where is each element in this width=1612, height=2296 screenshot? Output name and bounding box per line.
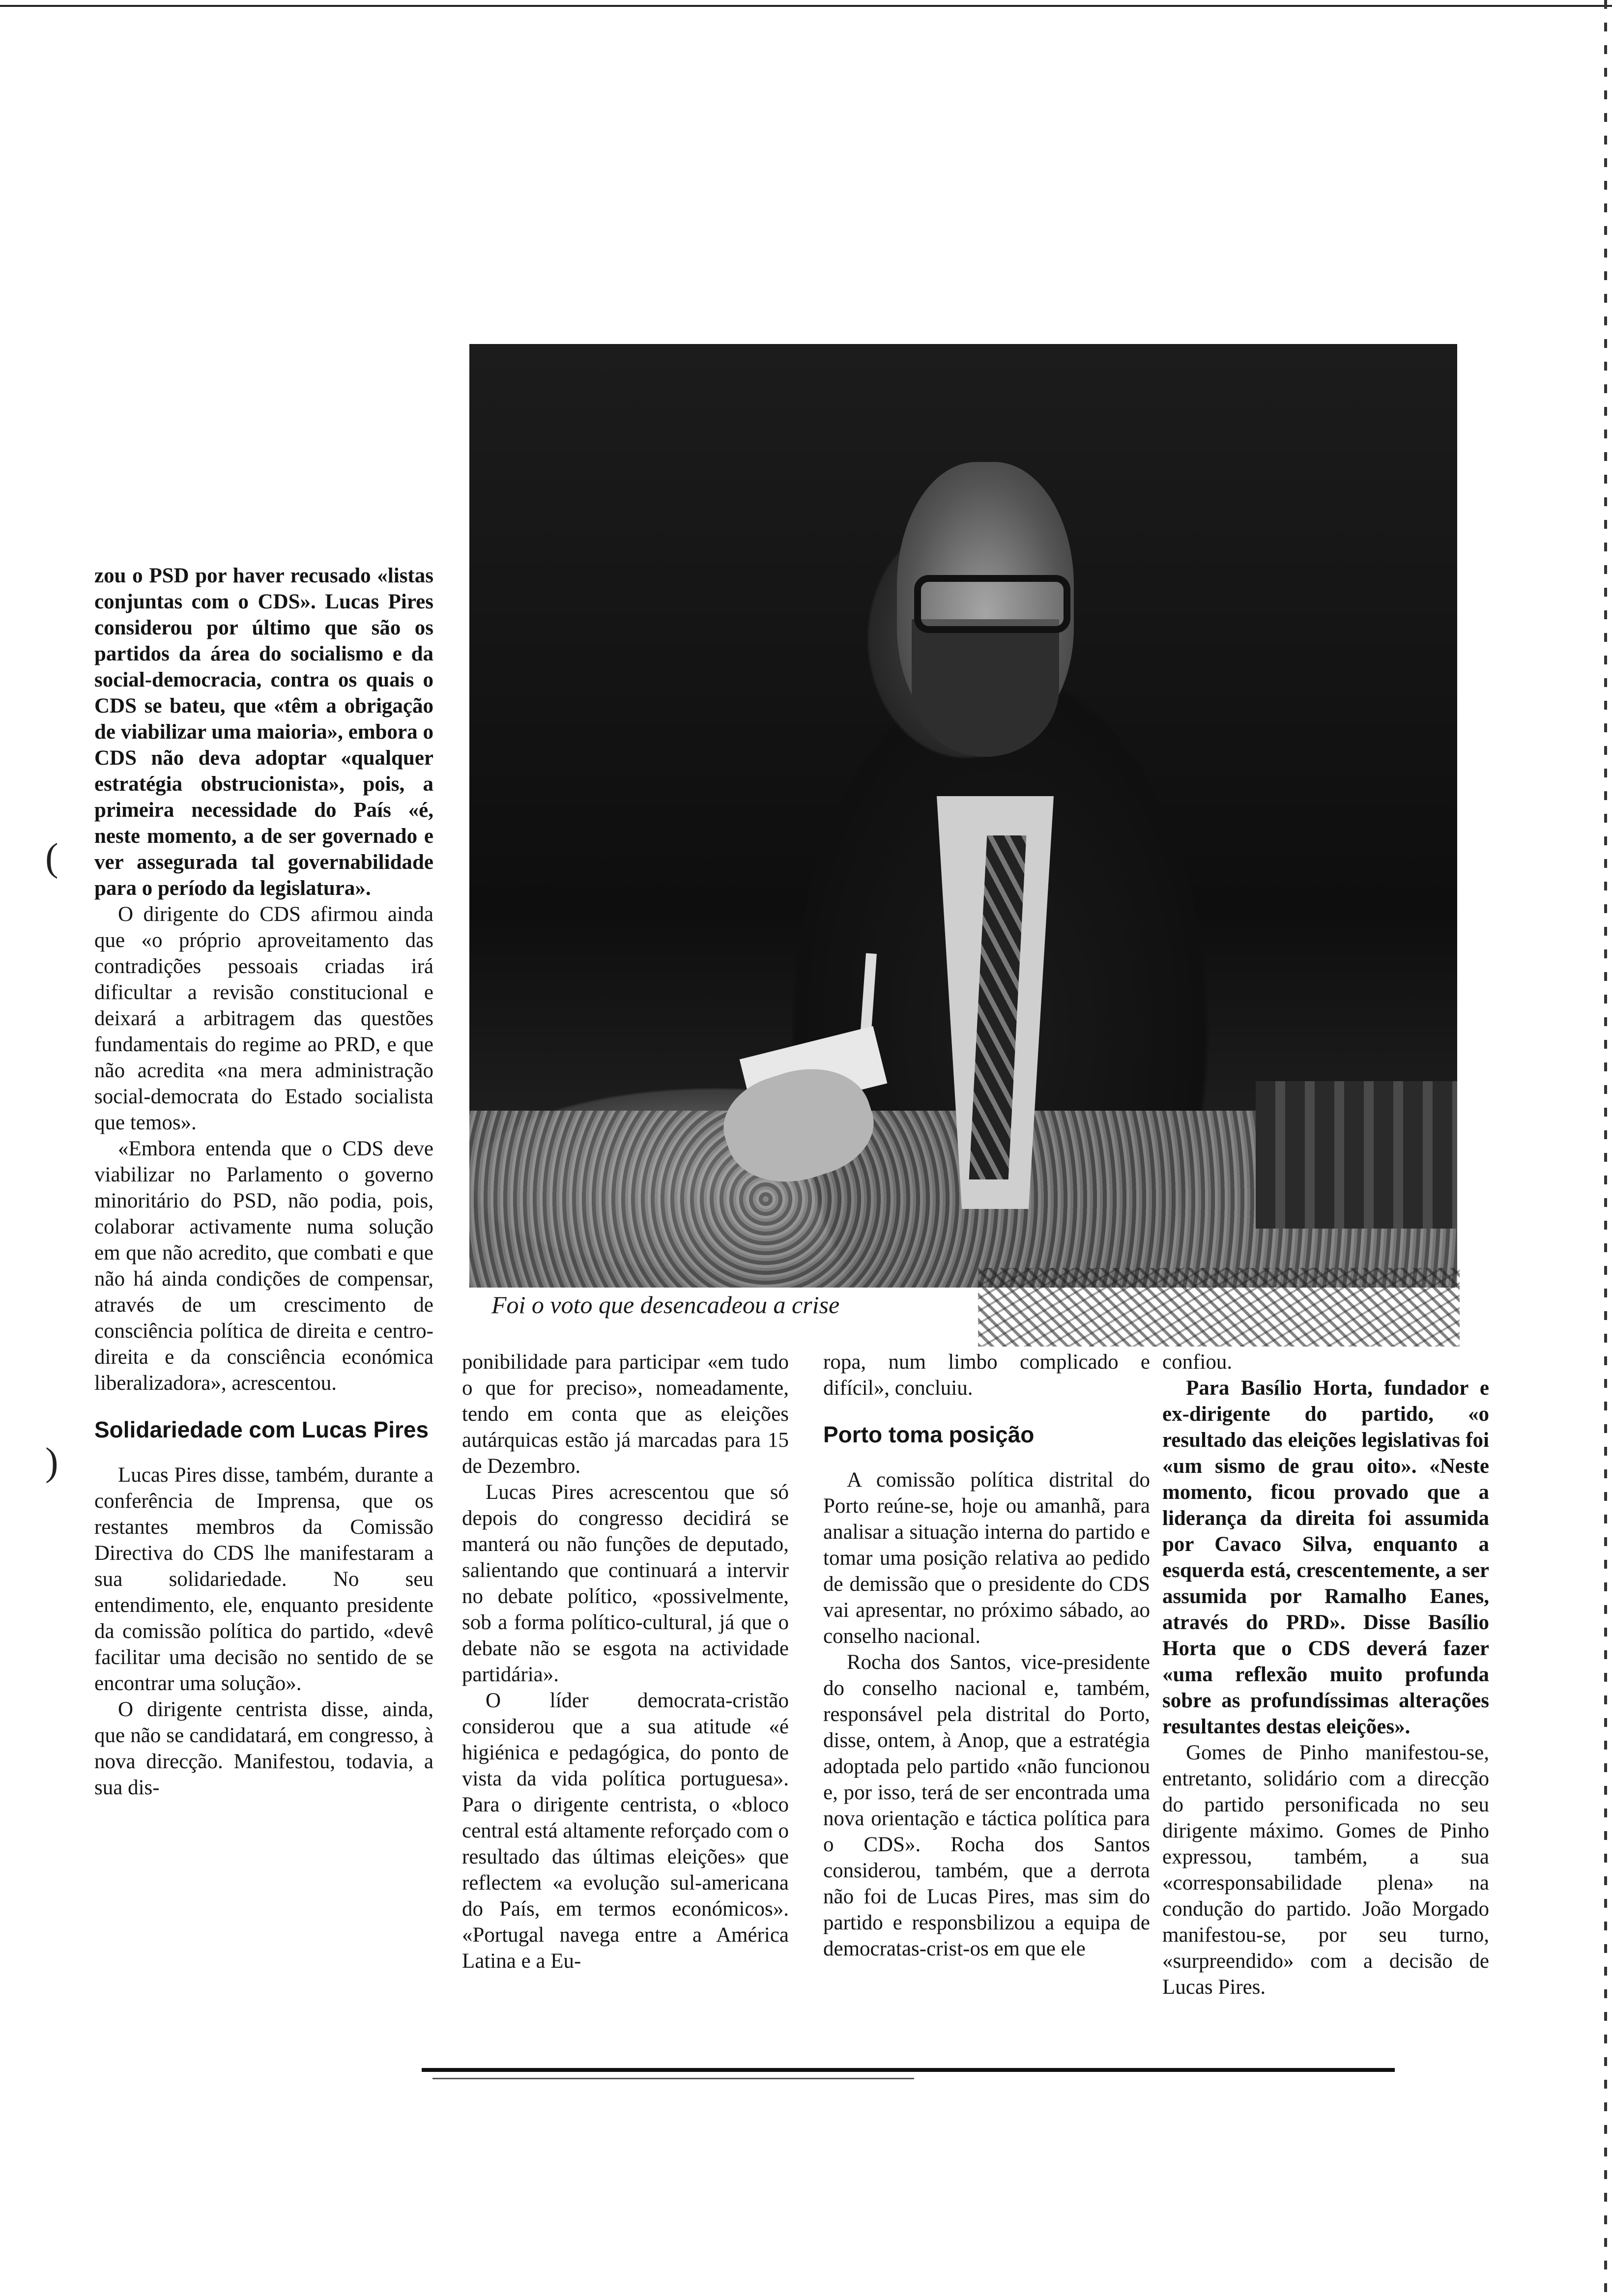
subheading-porto: Porto toma posição — [823, 1422, 1035, 1447]
col3-paragraph-2: A comissão política distrital do Porto reúne-se, hoje ou amanhã, para analisar a situação interna do partido e tomar uma posição relativa ao pedido de demissão que o presidente do CDS vai apresentar, no próximo sábado, ao conselho nacional. — [823, 1468, 1150, 1648]
page-right-edge — [1604, 0, 1607, 2296]
col3-paragraph-3: Rocha dos Santos, vice-presidente do conselho nacional e, também, responsável pela distrital do Porto, disse, ontem, à Anop, que a estratégia adoptada pelo partido «não funcionou e, por isso, terá de ser encontrada uma nova orientação e táctica política para o CDS». Rocha dos Santos considerou, também, que a derrota não foi de Lucas Pires, mas sim do partido e responsbilizou a equipa de democratas-crist-os em que ele — [823, 1651, 1150, 1960]
page-top-rule — [0, 5, 1612, 7]
print-smudge — [978, 1268, 1460, 1347]
photo-beard — [912, 619, 1059, 757]
article-bottom-rule-thin — [432, 2078, 914, 2079]
col2-paragraph-3: O líder democrata-cristão considerou que a sua atitude «é higiénica e pedagógica, do ponto de vista da vida política portuguesa». Para o dirigente centrista, o «bloco central está altamente reforçado com o resultado das últimas eleições» que reflectem «a evolução sul-americana do País, em termos económicos». «Portugal navega entre a América Latina e a Eu- — [462, 1689, 789, 1973]
article-bottom-rule — [422, 2068, 1395, 2072]
col2-paragraph-2: Lucas Pires acrescentou que só depois do congresso decidirá se manterá ou não funções de deputado, salientando que continuará a intervir no debate político, «possivelmente, sob a forma político-cultural, já que o debate não se esgota na actividade partidária». — [462, 1481, 789, 1686]
col1-paragraph-3: «Embora entenda que o CDS deve viabilizar no Parlamento o governo minoritário do PSD, não podia, pois, colaborar activamente numa solução em que não acredito, que combati e que não há ainda condições de compensar, através de um crescimento de consciência política de direita e centro-direita e da consciência económica liberalizadora», acrescentou. — [94, 1137, 433, 1395]
article-column-3 — [823, 1349, 1150, 1962]
col2-paragraph-1: ponibilidade para participar «em tudo o que for preciso», nomeadamente, tendo em conta que as eleições autárquicas estão já marcadas para 15 de Dezembro. — [462, 1350, 789, 1478]
photo-caption: Foi o voto que desencadeou a crise — [491, 1291, 840, 1319]
col4-paragraph-3: Gomes de Pinho manifestou-se, entretanto, solidário com a direcção do partido personificada no seu dirigente máximo. Gomes de Pinho expressou, também, a sua «corresponsabilidade plena» na condução do partido. João Morgado manifestou-se, por seu turno, «surpreendido» com a decisão de Lucas Pires. — [1162, 1741, 1489, 1999]
col1-paragraph-5: O dirigente centrista disse, ainda, que não se candidatará, em congresso, à nova direcção. Manifestou, todavia, a sua dis- — [94, 1698, 433, 1799]
photo-background-object — [1256, 1081, 1457, 1229]
col3-paragraph-1: ropa, num limbo complicado e difícil», concluiu. — [823, 1350, 1150, 1400]
col1-paragraph-1: zou o PSD por haver recusado «listas conjuntas com o CDS». Lucas Pires considerou por último que são os partidos da área do socialismo e da social-democracia, contra os quais o CDS se bateu, que «têm a obrigação de viabilizar uma maioria», embora o CDS não deva adoptar «qualquer estratégia obstrucionista», pois, a primeira necessidade do País «é, neste momento, a de ser governado e ver assegurada tal governabilidade para o período da legislatura». — [94, 564, 433, 900]
photo-glasses — [914, 575, 1070, 633]
subheading-solidariedade: Solidariedade com Lucas Pires — [94, 1417, 429, 1442]
article-column-4 — [1162, 1349, 1489, 2000]
col4-paragraph-1: confiou. — [1162, 1350, 1233, 1374]
margin-mark-bracket-2: ) — [45, 1440, 58, 1484]
margin-mark-bracket: ( — [45, 836, 58, 879]
col1-paragraph-2: O dirigente do CDS afirmou ainda que «o próprio aproveitamento das contradições pessoais criadas irá dificultar a revisão constitucional e deixará a arbitragem das questões fundamentais do regime ao PRD, e que não acredita «na mera administração social-democrata do Estado socialista que temos». — [94, 903, 433, 1134]
article-column-1 — [94, 563, 433, 1801]
article-photo — [469, 344, 1457, 1288]
article-column-2 — [462, 1349, 789, 1974]
col1-paragraph-4: Lucas Pires disse, também, durante a conferência de Imprensa, que os restantes membros da Comissão Directiva do CDS lhe manifestaram a sua solidariedade. No seu entendimento, ele, enquanto presidente da comissão política do partido, «devê facilitar uma decisão no sentido de se encontrar uma solução». — [94, 1464, 433, 1695]
col4-paragraph-2: Para Basílio Horta, fundador e ex-dirigente do partido, «o resultado das eleições legislativas foi «um sismo de grau oito». «Neste momento, ficou provado que a liderança da direita foi assumida por Cavaco Silva, enquanto a esquerda está, crescentemente, a ser assumida por Ramalho Eanes, através do PRD». Disse Basílio Horta que o CDS deverá fazer «uma reflexão muito profunda sobre as profundíssimas alterações resultantes destas eleições». — [1162, 1377, 1489, 1738]
